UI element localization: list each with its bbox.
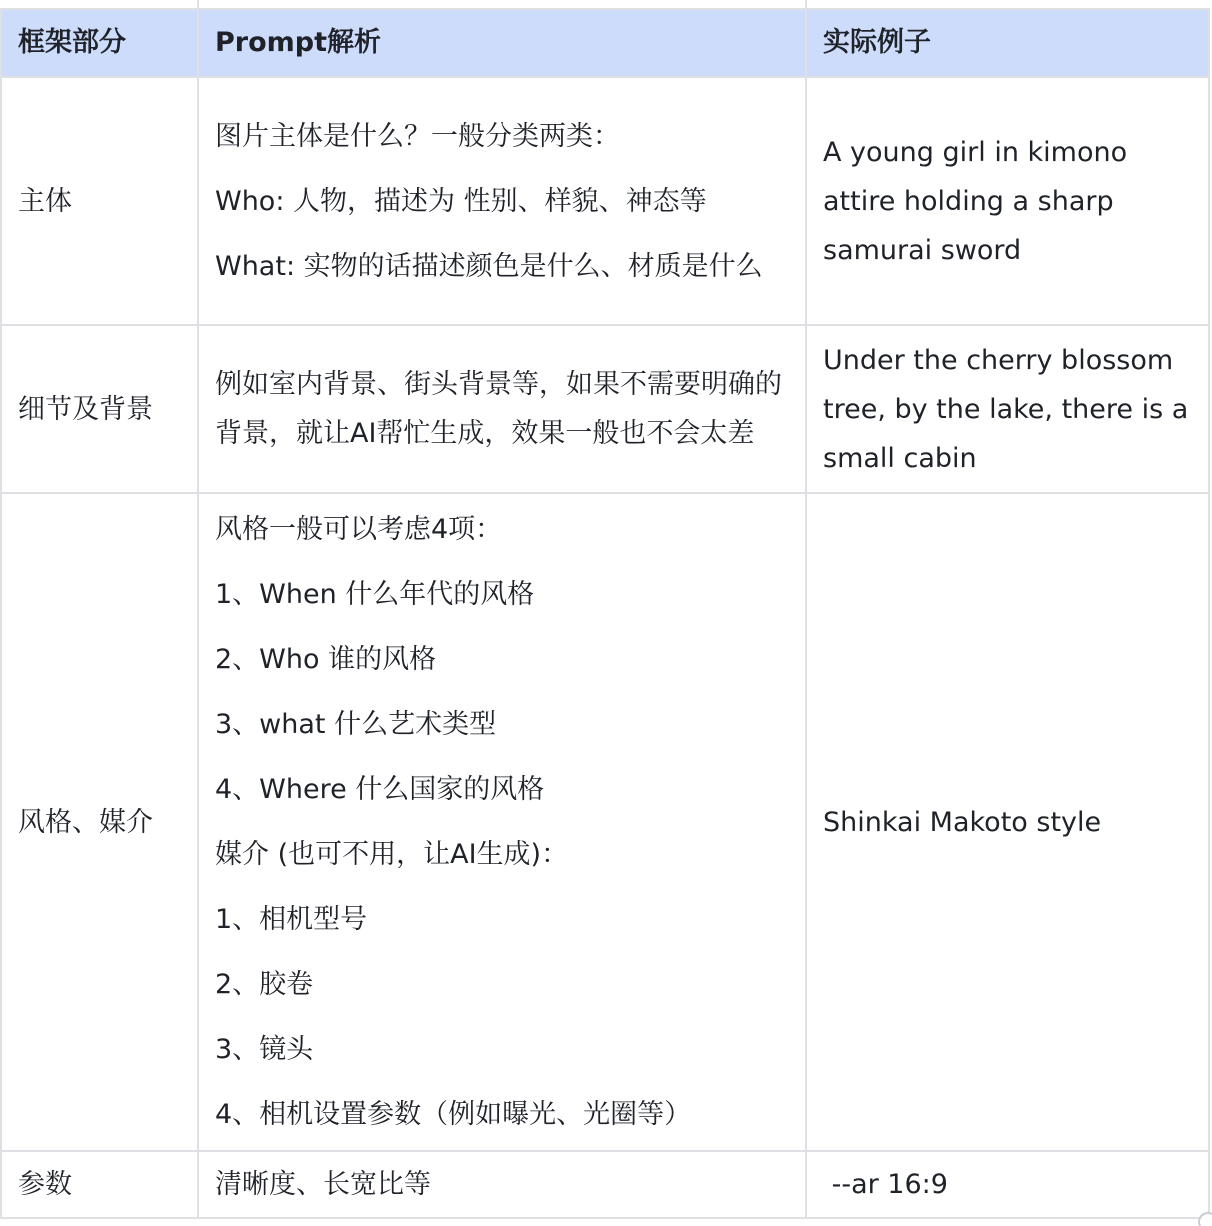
analysis-cell (198, 1151, 806, 1218)
analysis-cell (198, 325, 806, 493)
example-cell: A young girl in kimono attire holding a sharp samurai sword (806, 77, 1209, 325)
analysis-line: 1、相机型号 (215, 904, 368, 935)
part-cell: 参数 (1, 1151, 198, 1218)
analysis-line: 3、what 什么艺术类型 (215, 709, 497, 740)
analysis-line: 例如室内背景、街头背景等，如果不需要明确的背景，就让AI帮忙生成，效果一般也不会太差 (215, 369, 782, 449)
resize-handle[interactable] (1198, 1212, 1212, 1226)
column-divider (805, 0, 807, 8)
table-row (1, 1151, 1209, 1218)
header-framework-part: 框架部分 (1, 9, 198, 77)
analysis-line: 媒介 (也可不用，让AI生成)： (215, 839, 569, 870)
header-prompt-analysis: Prompt解析 (198, 9, 806, 77)
analysis-line: 风格一般可以考虑4项： (215, 514, 503, 545)
analysis-line: 图片主体是什么？一般分类两类： (215, 120, 620, 152)
analysis-line: 1、When 什么年代的风格 (215, 579, 535, 610)
analysis-line: 4、相机设置参数（例如曝光、光圈等） (215, 1099, 692, 1130)
column-divider (197, 0, 199, 8)
header-example: 实际例子 (806, 9, 1209, 77)
analysis-line: 3、镜头 (215, 1034, 314, 1065)
analysis-line: 2、胶卷 (215, 969, 314, 1000)
table-row (1, 325, 1209, 493)
analysis-line: 4、Where 什么国家的风格 (215, 774, 545, 805)
part-cell: 风格、媒介 (1, 493, 198, 1151)
analysis-line: What: 实物的话描述颜色是什么、材质是什么 (215, 250, 763, 282)
header-row (1, 9, 1209, 77)
analysis-cell (198, 493, 806, 1151)
example-cell: Under the cherry blossom tree, by the lake, there is a small cabin (806, 325, 1209, 493)
analysis-line: Who: 人物，描述为 性别、样貌、神态等 (215, 185, 707, 217)
prompt-framework-table (0, 8, 1210, 1219)
analysis-cell (198, 77, 806, 325)
part-cell: 细节及背景 (1, 325, 198, 493)
analysis-line: 清晰度、长宽比等 (215, 1169, 431, 1200)
table-row (1, 77, 1209, 325)
example-cell: Shinkai Makoto style (806, 493, 1209, 1151)
table-row (1, 493, 1209, 1151)
part-cell: 主体 (1, 77, 198, 325)
top-strip (0, 0, 1212, 8)
analysis-line: 2、Who 谁的风格 (215, 644, 437, 675)
example-cell: --ar 16:9 (806, 1151, 1209, 1218)
